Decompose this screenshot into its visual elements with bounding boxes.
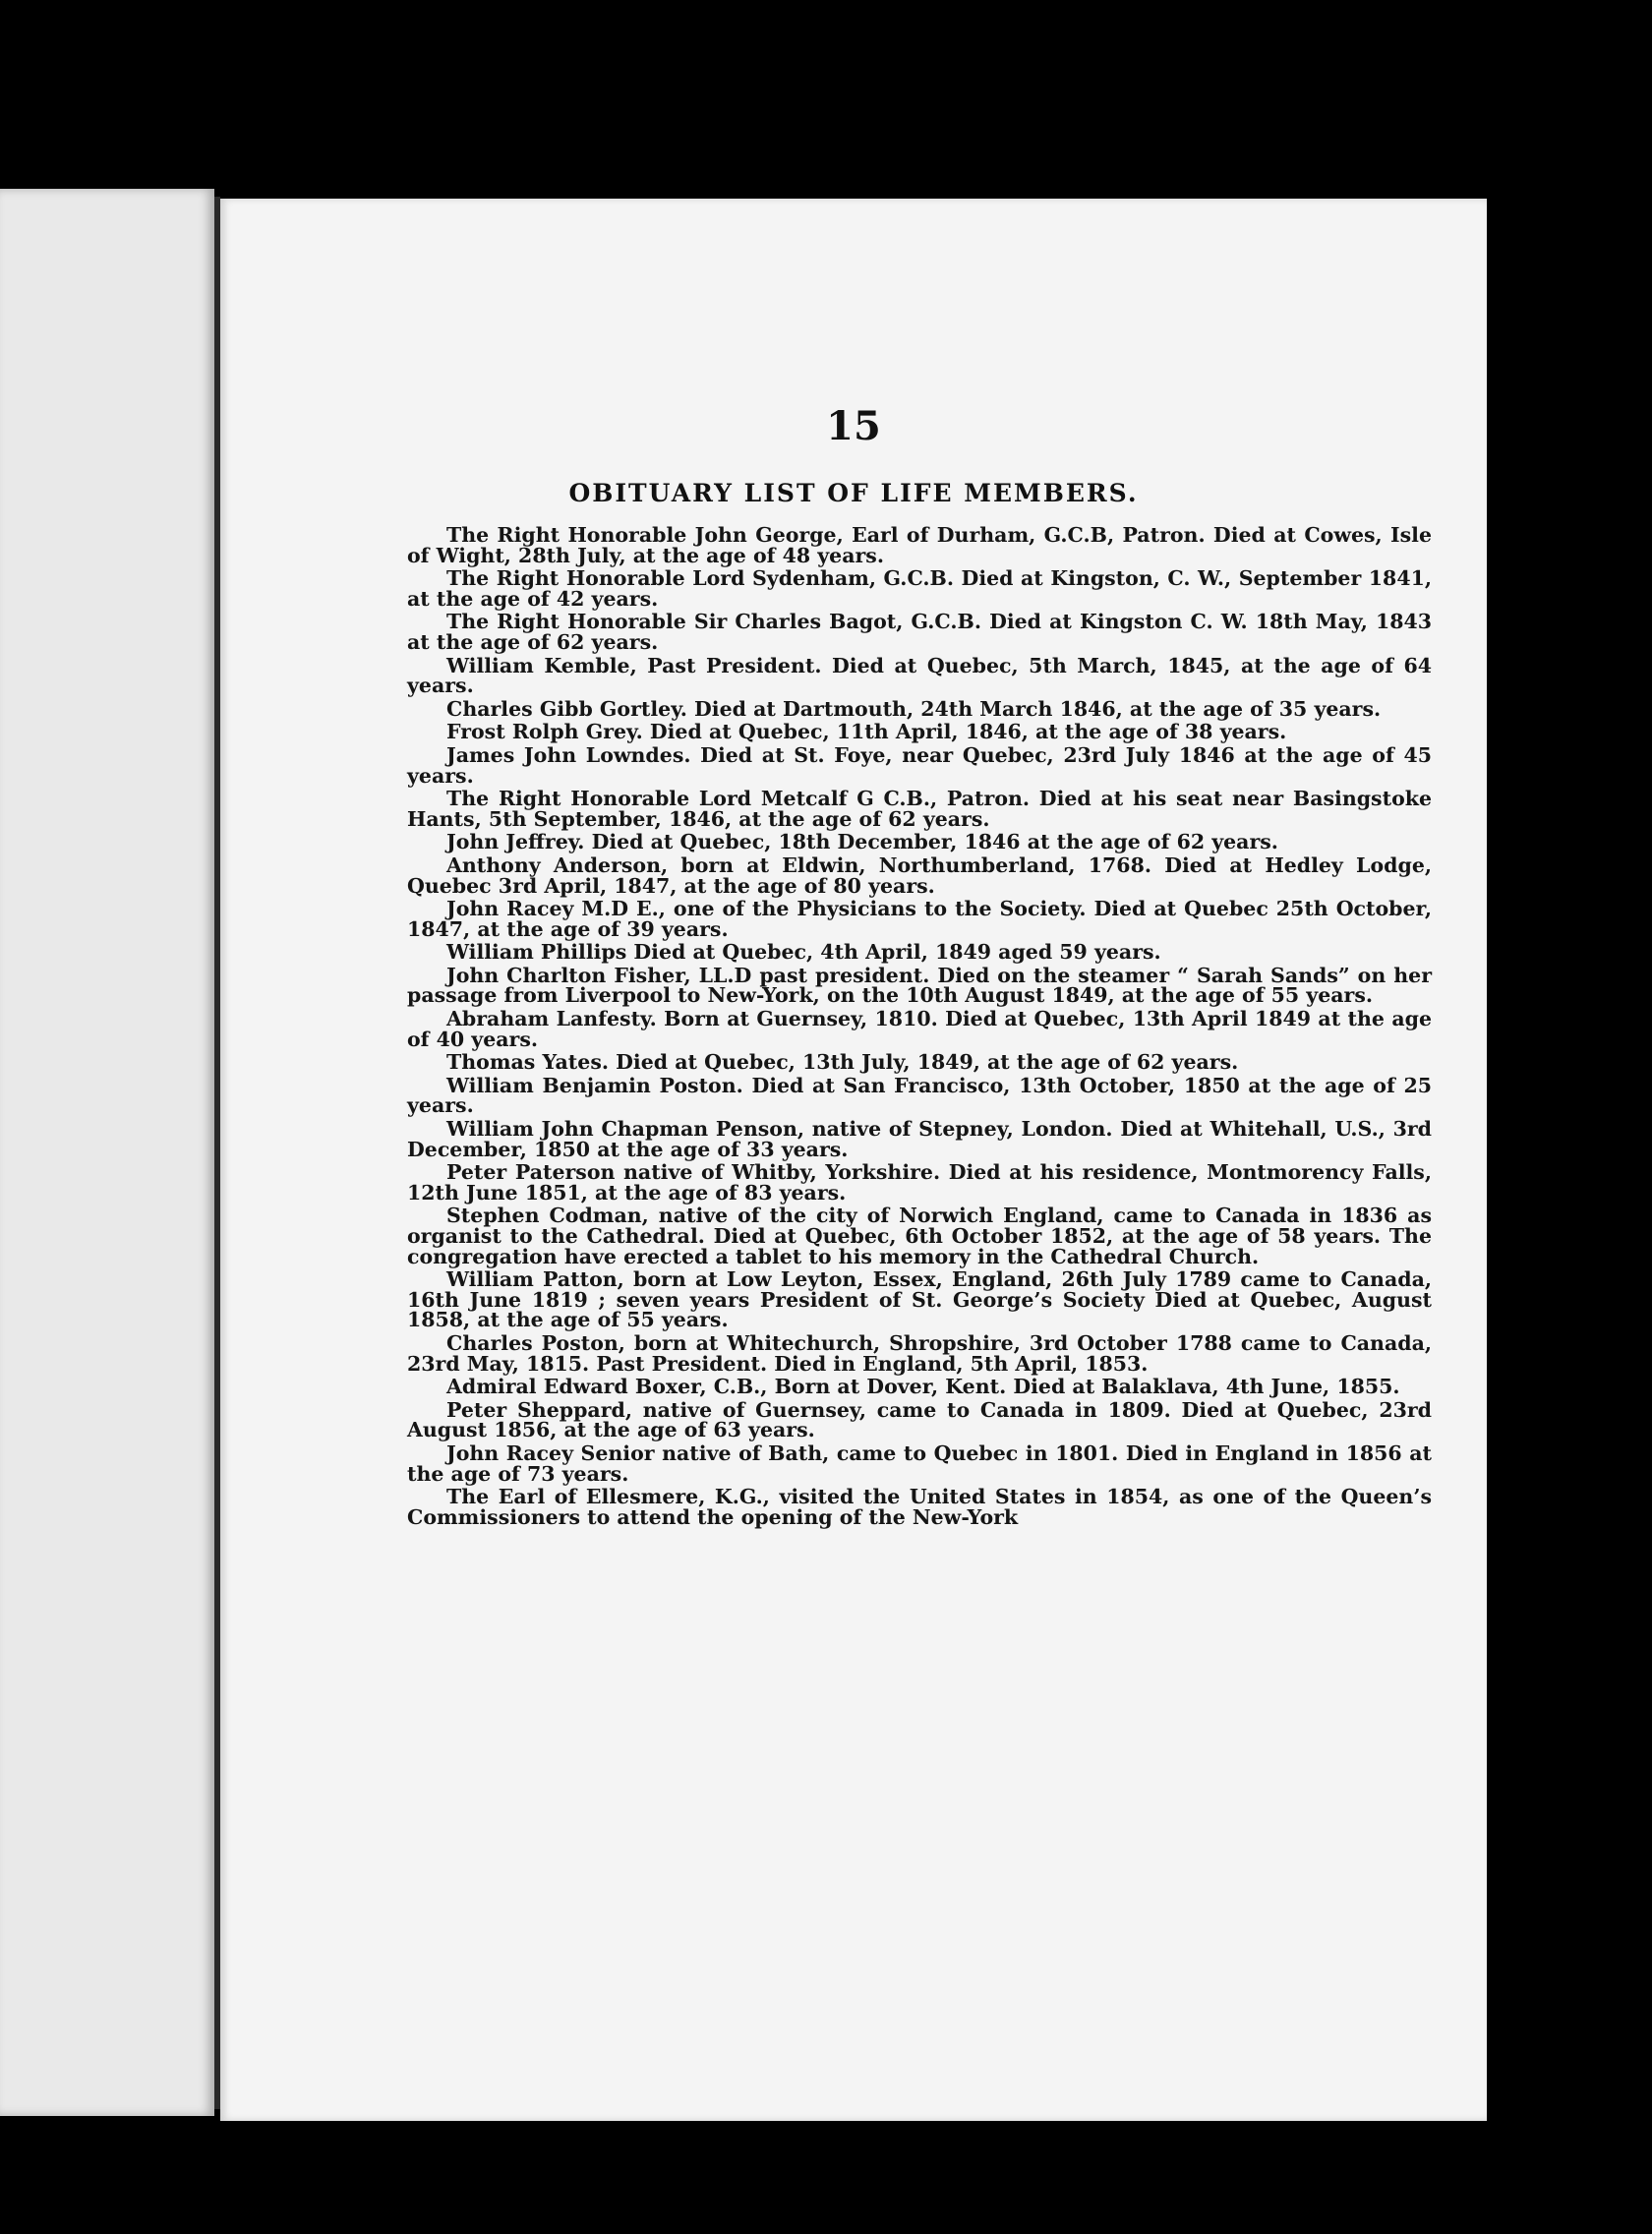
obituary-entry: Peter Sheppard, native of Guernsey, came to Canada in 1809. Died at Quebec, 23rd August 1856, at the age of 63 years. (407, 1397, 1432, 1442)
obituary-entry: Charles Poston, born at Whitechurch, Shropshire, 3rd October 1788 came to Canada, 23rd May, 1815. Past President. Died in England, 5th April, 1853. (407, 1330, 1432, 1376)
obituary-entry: John Charlton Fisher, LL.D past president. Died on the steamer “ Sarah Sands” on her passage from Liverpool to New-York, on the 10th August 1849, at the age of 55 years. (407, 963, 1432, 1008)
obituary-entry: James John Lowndes. Died at St. Foye, near Quebec, 23rd July 1846 at the age of 45 years. (407, 742, 1432, 788)
obituary-entry: The Right Honorable Lord Sydenham, G.C.B. Died at Kingston, C. W., September 1841, at the age of 42 years. (407, 566, 1432, 611)
obituary-entry: John Racey M.D E., one of the Physicians to the Society. Died at Quebec 25th October, 1847, at the age of 39 years. (407, 897, 1432, 941)
left-page-edge (0, 189, 214, 2116)
obituary-entry: William Phillips Died at Quebec, 4th April, 1849 aged 59 years. (446, 940, 1161, 965)
document-page (220, 199, 1487, 2121)
obituary-entry: Anthony Anderson, born at Eldwin, Northumberland, 1768. Died at Hedley Lodge, Quebec 3rd April, 1847, at the age of 80 years. (407, 852, 1432, 898)
obituary-entry: William John Chapman Penson, native of Stepney, London. Died at Whitehall, U.S., 3rd December, 1850 at the age of 33 years. (407, 1117, 1432, 1161)
obituary-entry: Stephen Codman, native of the city of Norwich England, came to Canada in 1836 as organist to the Cathedral. Died at Quebec, 6th October 1852, at the age of 58 years. The congregation have erected a tablet to his memory in the Cathedral Church. (407, 1204, 1432, 1268)
obituary-entry: William Kemble, Past President. Died at Quebec, 5th March, 1845, at the age of 64 years. (407, 653, 1432, 698)
obituary-entry: John Racey Senior native of Bath, came to Quebec in 1801. Died in England in 1856 at the age of 73 years. (407, 1440, 1432, 1486)
page-title: OBITUARY LIST OF LIFE MEMBERS. (568, 479, 1139, 507)
obituary-entry: John Jeffrey. Died at Quebec, 18th December, 1846 at the age of 62 years. (446, 830, 1278, 854)
page-number: 15 (826, 403, 881, 449)
obituary-entry: Admiral Edward Boxer, C.B., Born at Dover, Kent. Died at Balaklava, 4th June, 1855. (446, 1375, 1400, 1399)
obituary-entry: The Right Honorable John George, Earl of Durham, G.C.B, Patron. Died at Cowes, Isle of Wight, 28th July, at the age of 48 years. (407, 523, 1432, 567)
obituary-entry: Thomas Yates. Died at Quebec, 13th July, 1849, at the age of 62 years. (446, 1050, 1239, 1075)
obituary-entry: The Earl of Ellesmere, K.G., visited the United States in 1854, as one of the Queen’s Commissioners to attend the opening of the New-York (407, 1485, 1432, 1529)
obituary-entry: Abraham Lanfesty. Born at Guernsey, 1810. Died at Quebec, 13th April 1849 at the age of 40 years. (407, 1007, 1432, 1051)
obituary-entry: William Benjamin Poston. Died at San Francisco, 13th October, 1850 at the age of 25 years. (407, 1073, 1432, 1118)
obituary-entry: The Right Honorable Sir Charles Bagot, G.C.B. Died at Kingston C. W. 18th May, 1843 at the age of 62 years. (407, 610, 1432, 654)
obituary-entry: Frost Rolph Grey. Died at Quebec, 11th April, 1846, at the age of 38 years. (446, 720, 1287, 744)
obituary-entry: The Right Honorable Lord Metcalf G C.B., Patron. Died at his seat near Basingstoke Hants, 5th September, 1846, at the age of 62 years. (407, 787, 1432, 831)
obituary-entry: William Patton, born at Low Leyton, Essex, England, 26th July 1789 came to Canada, 16th June 1819 ; seven years President of St. George’s Society Died at Quebec, August 1858, at the age of 55 years. (407, 1267, 1432, 1332)
obituary-entry: Charles Gibb Gortley. Died at Dartmouth, 24th March 1846, at the age of 35 years. (446, 696, 1382, 721)
obituary-list (407, 525, 1432, 1527)
obituary-entry: Peter Paterson native of Whitby, Yorkshire. Died at his residence, Montmorency Falls, 12th June 1851, at the age of 83 years. (407, 1160, 1432, 1205)
